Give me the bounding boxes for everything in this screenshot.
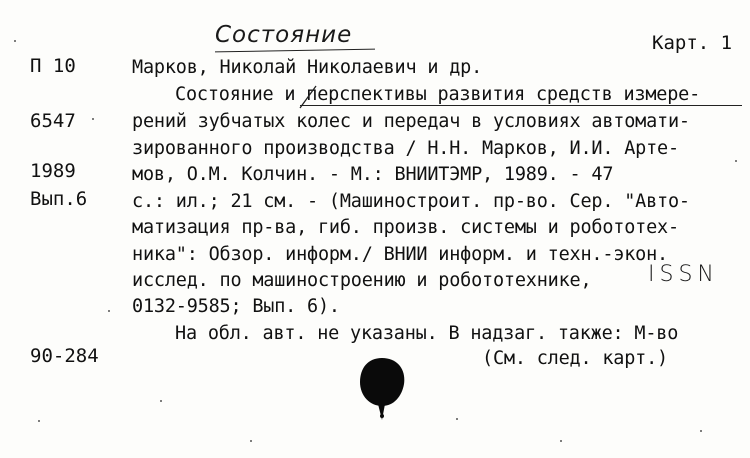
speck (14, 40, 16, 42)
speck (735, 160, 737, 162)
entry-line: мов, О.М. Колчин. - М.: ВНИИТЭМР, 1989. - 47 (132, 164, 614, 185)
entry-line: зированного производства / Н.Н. Марков, И.И. Арте- (132, 138, 679, 159)
entry-line: рений зубчатых колес и передач в условиях автомати- (132, 111, 690, 132)
entry-line: исслед. по машиностроению и робототехнике, (132, 270, 592, 291)
issue-number: Вып.6 (30, 188, 88, 210)
handwritten-issn: ISSN (648, 262, 719, 287)
speck (160, 400, 162, 402)
entry-line: 0132-9585; Вып. 6). (132, 296, 340, 317)
punch-hole-blot (352, 350, 412, 422)
index-code: П 10 (30, 55, 76, 77)
entry-line: с.: ил.; 21 см. - (Машиностроит. пр-во. Сер. "Авто- (132, 191, 690, 212)
classification-code: 90-284 (30, 345, 99, 367)
heading-underline (215, 49, 375, 53)
entry-line: матизация пр-ва, гиб. произв. системы и робототех- (132, 217, 679, 238)
speck (700, 430, 702, 432)
speck (456, 418, 458, 420)
speck (92, 118, 94, 120)
entry-note: На обл. авт. не указаны. В надзаг. также: М-во (175, 323, 679, 344)
speck (38, 420, 40, 422)
card-number: Карт. 1 (652, 32, 733, 54)
inventory-number: 6547 (30, 110, 76, 132)
speck (250, 440, 252, 442)
pencil-strike-mark (298, 84, 318, 110)
handwritten-heading: Состояние (215, 22, 353, 48)
entry-line: ника": Обзор. информ./ ВНИИ информ. и техн.-экон. (132, 244, 668, 265)
entry-line: Состояние и перспективы развития средств измере- (175, 84, 701, 105)
speck (560, 440, 562, 442)
speck (108, 310, 110, 312)
entry-author: Марков, Николай Николаевич и др. (132, 57, 483, 78)
continued-note: (См. след. карт.) (482, 348, 668, 369)
pencil-underline (300, 105, 742, 106)
year: 1989 (30, 160, 76, 182)
